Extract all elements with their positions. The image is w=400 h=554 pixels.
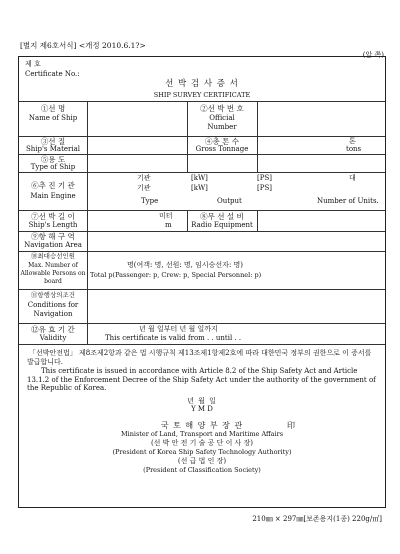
- statement-ko: 「선박안전법」 제8조제2항과 같은 법 시행규칙 제13조제1항제2호에 따라 대한민국 정부의 권한으로 이 증서를 발급합니다.: [27, 349, 372, 366]
- class-president-en: (President of Classification Society): [143, 466, 261, 474]
- conditions-label-ko: ⑪항행상의조건: [30, 291, 76, 299]
- form-reference: [별지 제6호서식] <개정 2010.6.1?>: [20, 41, 146, 50]
- validity-line-en: This certificate is valid from . . until . .: [105, 334, 242, 342]
- tonnage-unit-ko: 톤: [349, 137, 356, 145]
- column-divider: [257, 210, 258, 231]
- engine-type-en: Type: [141, 197, 159, 205]
- name-value[interactable]: [88, 103, 186, 135]
- navigation-area-label-en: Navigation Area: [24, 241, 82, 249]
- engine-label-ko: ⑥추 진 기 관: [31, 181, 75, 190]
- conditions-label-en2: Navigation: [33, 310, 73, 318]
- official-number-label-en2: Number: [207, 123, 237, 131]
- official-number-label-en1: Official: [209, 114, 235, 122]
- conditions-label-en1: Conditions for: [27, 301, 79, 309]
- navigation-area-label-ko: ⑨항 해 구 역: [31, 232, 75, 241]
- issuance-statement: [27, 349, 377, 393]
- max-persons-line-en: Total p(Passenger: p, Crew: p, Special Personnel: p): [90, 271, 262, 279]
- certificate-no-ko: 제 호: [25, 60, 41, 68]
- tonnage-label-en: Gross Tonnage: [195, 145, 249, 153]
- column-divider: [87, 101, 88, 344]
- engine-units-ko: 대: [349, 174, 356, 182]
- certificate-no-en: Certificate No.:: [25, 70, 80, 78]
- max-persons-label-en1: Max. Number of: [28, 262, 78, 269]
- max-persons-label-en2: Allowable Persons on: [20, 270, 86, 277]
- length-unit-ko: 미터: [159, 212, 173, 220]
- row-divider: [19, 323, 385, 324]
- validity-label-ko: ⑫유 효 기 간: [31, 325, 75, 334]
- paper-spec: 210㎜ × 297㎜[보존용지(1종) 220g/㎡]: [252, 515, 382, 523]
- max-persons-label-ko: ⑩최대승선인원: [30, 252, 76, 260]
- kst-president-ko: (선 박 안 전 기 술 공 단 이 사 장): [150, 439, 254, 447]
- certificate-form: [18, 56, 386, 508]
- max-persons-label-en3: board: [44, 278, 62, 285]
- row-divider: [19, 210, 385, 211]
- row-divider: [19, 172, 385, 173]
- engine-kw-1: [kW]: [191, 174, 208, 182]
- engine-kw-2: [kW]: [191, 184, 208, 192]
- tonnage-label-ko: ④총 톤 수: [204, 137, 239, 146]
- tonnage-unit-en: tons: [346, 145, 362, 153]
- material-label-ko: ③선 질: [40, 137, 66, 146]
- row-divider: [19, 101, 385, 102]
- length-label-en: Ship's Length: [28, 221, 78, 229]
- validity-label-en: Validity: [39, 334, 67, 342]
- ministry-ko: 국 토 해 양 부 장 관: [160, 421, 244, 430]
- type-label-en: Type of Ship: [30, 163, 76, 171]
- radio-label-en: Radio Equipment: [191, 221, 253, 229]
- issue-date-en: Y M D: [191, 405, 213, 413]
- row-divider: [19, 289, 385, 290]
- engine-kigwan-2: 기관: [137, 184, 151, 192]
- statement-en: This certificate is issued in accordance with Article 8.2 of the Ship Safety Act and Article 13.1.2 of the Enforcement Decree of the Ship Safety Act under the authority of the government of the Republic of Korea.: [27, 367, 376, 392]
- class-president-ko: (선 급 법 인 장): [177, 457, 227, 465]
- length-label-ko: ⑦선 박 길 이: [31, 212, 75, 221]
- official-number-value[interactable]: [258, 103, 386, 135]
- validity-line-ko: 년 월 일부터 년 월 일까지: [139, 325, 218, 333]
- engine-output-en: Output: [217, 197, 242, 205]
- max-persons-line-ko: 명(여객: 명, 선원: 명, 임시승선자: 명): [127, 261, 244, 269]
- issue-date-ko: 년 월 일: [187, 397, 217, 405]
- material-label-en: Ship's Material: [25, 145, 81, 153]
- kst-president-en: (President of Korea Ship Safety Technology Authority): [112, 448, 292, 456]
- row-divider: [19, 344, 385, 345]
- length-unit-en: m: [165, 221, 172, 229]
- name-label-ko: ①선 명: [40, 104, 66, 113]
- name-label-en: Name of Ship: [28, 114, 78, 122]
- official-number-label-ko: ②선 박 번 호: [200, 104, 244, 113]
- certificate-title-en: SHIP SURVEY CERTIFICATE: [153, 91, 251, 99]
- engine-units-en: Number of Units.: [317, 197, 379, 205]
- engine-kigwan-1: 기관: [137, 174, 151, 182]
- engine-label-en: Main Engine: [30, 192, 76, 200]
- radio-label-ko: ⑧무 선 설 비: [200, 212, 244, 221]
- official-seal: 印: [287, 421, 295, 430]
- certificate-title-ko: 선 박 검 사 증 서: [165, 79, 239, 89]
- page-side-label: (앞 쪽): [362, 51, 384, 59]
- type-label-ko: ⑤용 도: [40, 155, 66, 164]
- engine-ps-1: [PS]: [257, 174, 272, 182]
- engine-ps-2: [PS]: [257, 184, 272, 192]
- ministry-en: Minister of Land, Transport and Maritime Affairs: [120, 430, 284, 438]
